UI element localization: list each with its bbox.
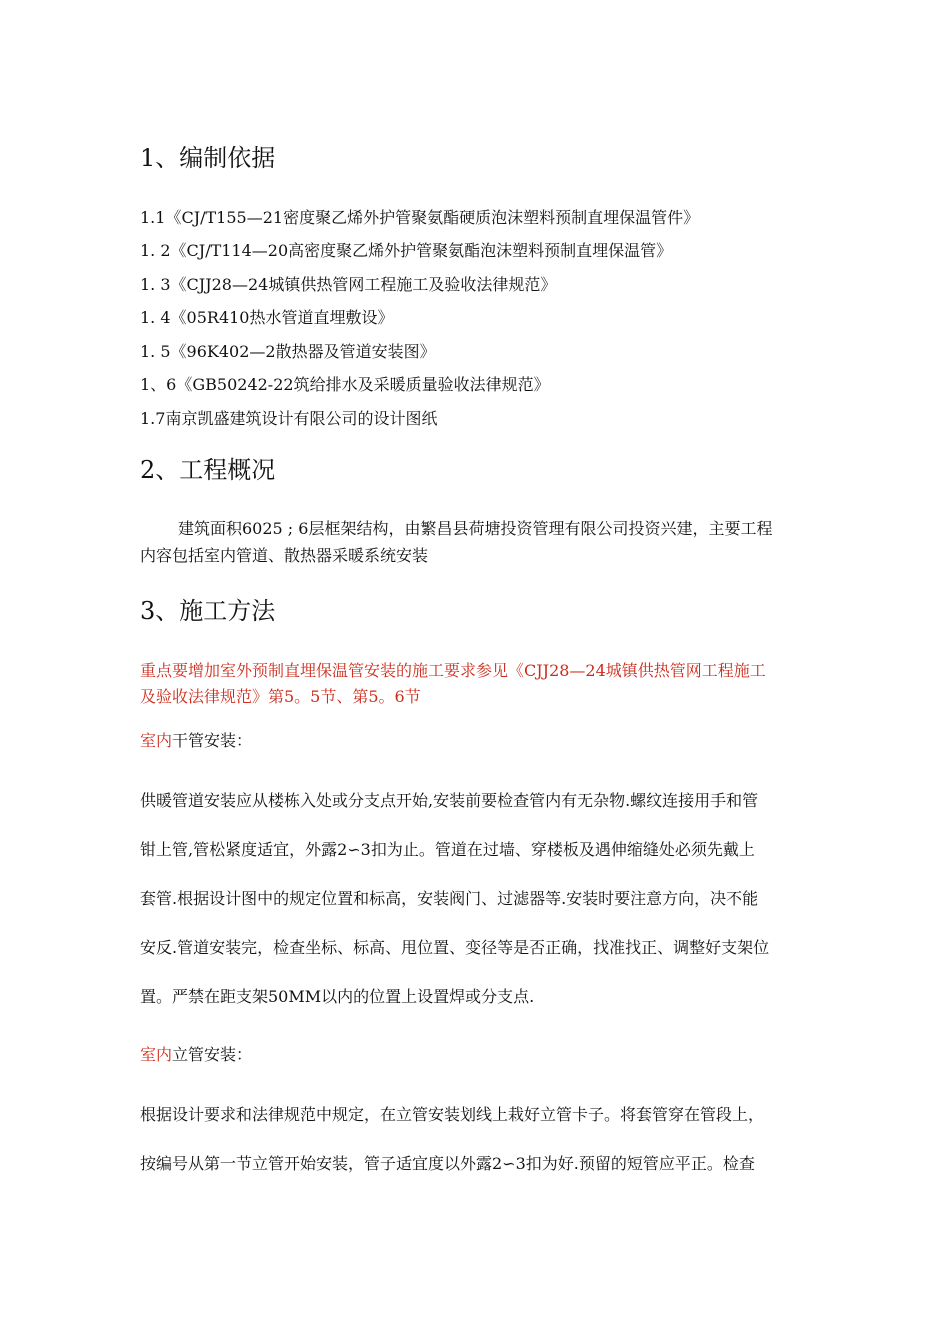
subsection-title-rest: 立管安装： — [172, 1045, 253, 1064]
main-pipe-line-4: 安反.管道安装完，检查坐标、标高、甩位置、变径等是否正确，找准找正、调整好支架位 — [140, 938, 770, 957]
subsection-title-riser — [140, 1044, 860, 1066]
basis-item-6: 1、6《GB50242-22筑给排水及采暖质量验收法律规范》 — [140, 375, 550, 394]
basis-item-1: 1.1《CJ/T155—21密度聚乙烯外护管聚氨酯硬质泡沫塑料预制直埋保温管件》 — [140, 208, 700, 227]
section-heading-method: 3、施工方法 — [140, 597, 276, 625]
main-pipe-line-1: 供暖管道安装应从楼栋入处或分支点开始,安装前要检查管内有无杂物.螺纹连接用手和管 — [140, 791, 759, 810]
main-pipe-line-2: 钳上管,管松紧度适宜，外露2∽3扣为止。管道在过墙、穿楼板及遇伸缩缝处必须先戴上 — [140, 840, 755, 859]
section-heading-overview: 2、工程概况 — [140, 456, 276, 484]
riser-line-2: 按编号从第一节立管开始安装，管子适宜度以外露2∽3扣为好.预留的短管应平正。检查 — [140, 1154, 755, 1173]
basis-item-7: 1.7南京凯盛建筑设计有限公司的设计图纸 — [140, 409, 438, 428]
overview-line-1: 建筑面积6025 ; 6层框架结构，由繁昌县荷塘投资管理有限公司投资兴建，主要工程 — [178, 519, 773, 538]
subsection-title-red: 室内 — [140, 1045, 173, 1064]
subsection-title-rest: 干管安装： — [172, 731, 253, 750]
method-note-line-2: 及验收法律规范》第5。5节、第5。6节 — [140, 687, 421, 706]
basis-item-5: 1. 5《96K402—2散热器及管道安装图》 — [140, 342, 436, 361]
subsection-title-red: 室内 — [140, 731, 173, 750]
basis-item-2: 1. 2《CJ/T114—20高密度聚乙烯外护管聚氨酯泡沫塑料预制直埋保温管》 — [140, 241, 673, 260]
basis-item-4: 1. 4《05R410热水管道直埋敷设》 — [140, 308, 394, 327]
main-pipe-line-5: 置。严禁在距支架50MM以内的位置上设置焊或分支点. — [140, 987, 535, 1006]
riser-line-1: 根据设计要求和法律规范中规定，在立管安装划线上栽好立管卡子。将套管穿在管段上， — [140, 1105, 765, 1124]
main-pipe-line-3: 套管.根据设计图中的规定位置和标高，安装阀门、过滤器等.安装时要注意方向，决不能 — [140, 889, 759, 908]
basis-item-3: 1. 3《CJJ28—24城镇供热管网工程施工及验收法律规范》 — [140, 275, 557, 294]
section-heading-basis: 1、编制依据 — [140, 144, 276, 172]
subsection-title-main-pipe — [140, 730, 860, 752]
overview-line-2: 内容包括室内管道、散热器采暖系统安装 — [140, 546, 429, 565]
method-note-line-1: 重点要增加室外预制直埋保温管安装的施工要求参见《CJJ28—24城镇供热管网工程施工 — [140, 661, 766, 680]
